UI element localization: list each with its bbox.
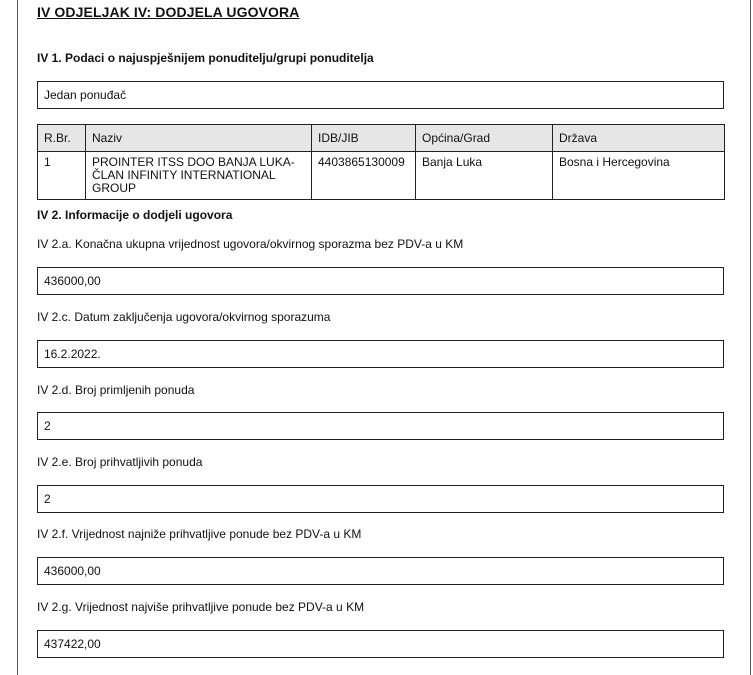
header-opcina-grad: Općina/Grad [416, 125, 553, 152]
field-label-2d: IV 2.d. Broj primljenih ponuda [37, 383, 195, 397]
bidder-type-field: Jedan ponuđač [37, 81, 724, 109]
cell-naziv: PROINTER ITSS DOO BANJA LUKA-ČLAN INFINITY INTERNATIONAL GROUP [86, 152, 312, 200]
header-naziv: Naziv [86, 125, 312, 152]
field-value-2f: 436000,00 [37, 557, 724, 585]
field-label-2f: IV 2.f. Vrijednost najniže prihvatljive ponude bez PDV-a u KM [37, 527, 362, 541]
header-drzava: Država [553, 125, 725, 152]
cell-rbr: 1 [38, 152, 86, 200]
cell-opcina-grad: Banja Luka [416, 152, 553, 200]
cell-drzava: Bosna i Hercegovina [553, 152, 725, 200]
field-value-2a: 436000,00 [37, 267, 724, 295]
section-title: IV ODJELJAK IV: DODJELA UGOVORA [37, 4, 300, 20]
table-header-row [38, 125, 725, 152]
field-value-2e: 2 [37, 485, 724, 513]
field-value-2d: 2 [37, 412, 724, 440]
field-label-2a: IV 2.a. Konačna ukupna vrijednost ugovora/okvirnog sporazma bez PDV-a u KM [37, 237, 464, 251]
field-label-2e: IV 2.e. Broj prihvatljivih ponuda [37, 455, 203, 469]
field-value-2g: 437422,00 [37, 630, 724, 658]
field-label-2c: IV 2.c. Datum zaključenja ugovora/okvirnog sporazuma [37, 310, 331, 324]
field-label-2g: IV 2.g. Vrijednost najviše prihvatljive ponude bez PDV-a u KM [37, 600, 365, 614]
winning-bidder-table [37, 124, 725, 200]
header-rbr: R.Br. [38, 125, 86, 152]
iv1-heading: IV 1. Podaci o najuspješnijem ponuditelju/grupi ponuditelja [37, 51, 374, 65]
cell-idb-jib: 4403865130009 [312, 152, 416, 200]
iv2-heading: IV 2. Informacije o dodjeli ugovora [37, 208, 233, 222]
table-row [38, 152, 725, 200]
field-value-2c: 16.2.2022. [37, 340, 724, 368]
header-idb-jib: IDB/JIB [312, 125, 416, 152]
